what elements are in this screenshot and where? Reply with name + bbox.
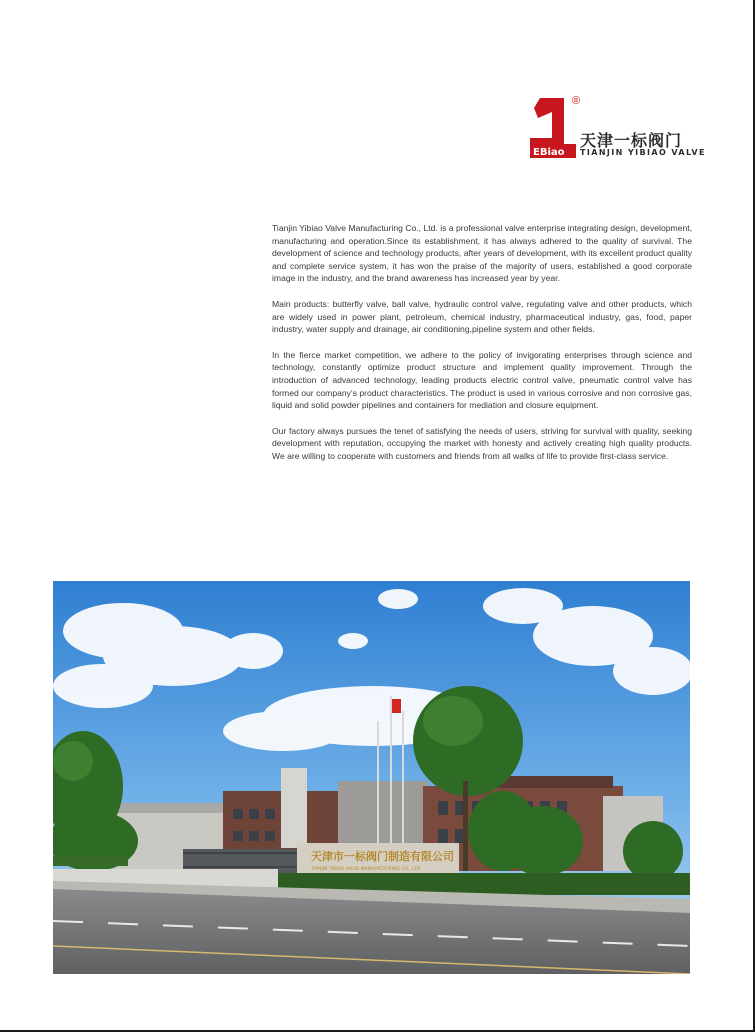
company-introduction xyxy=(272,222,692,476)
intro-paragraph: Tianjin Yibiao Valve Manufacturing Co., Ltd. is a professional valve enterprise integrating design, development, manufacturing and operation.Since its establishment, it has always adhered to the quality of survival. The development of science and technology products, after years of development, with its excellent product quality and complete service system, it has won the praise of the majority of users, established a good corporate image in the industry, and the brand awareness has increased year by year. xyxy=(272,223,692,284)
products-paragraph: Main products: butterfly valve, ball valve, hydraulic control valve, regulating valve and other products, which are widely used in power plant, petroleum, chemical industry, pharmaceutical industry, gas, food, paper industry, water supply and drainage, air conditioning,pipeline system and other fields. xyxy=(272,298,692,335)
company-logo xyxy=(530,95,706,160)
gate-sign-chinese: 天津市一标阀门制造有限公司 xyxy=(311,850,454,863)
ebiao-emblem-icon xyxy=(530,98,578,160)
tenet-paragraph: Our factory always pursues the tenet of satisfying the needs of users, striving for survival with quality, seeking development with reputation, occupying the market with honesty and actively creating high quality products. We are willing to cooperate with customers and friends from all walks of life to provide first-class service. xyxy=(272,425,692,461)
emblem-text: EBiao xyxy=(533,147,565,158)
gate-sign-english: TIANJIN YIBIAO VALVE MANUFACTURING CO., LTD. xyxy=(311,867,422,872)
competition-paragraph: In the fierce market competition, we adhere to the policy of invigorating enterprises through science and technology, constantly optimize product structure and implement quality improvement. Through the introduction of advanced technology, leading products electric control valve, pneumatic control valve has formed our company's product characteristics. The product is used in various corrosive and non corrosive gas, liquid and solid powder pipelines and containers for mediation and closure equipment. xyxy=(272,349,692,411)
registered-mark: ® xyxy=(572,95,581,107)
brand-chinese-name: 天津一标阀门 xyxy=(580,131,683,150)
factory-photo xyxy=(53,581,690,974)
brand-english-name: TIANJIN YIBIAO VALVE xyxy=(580,148,706,157)
